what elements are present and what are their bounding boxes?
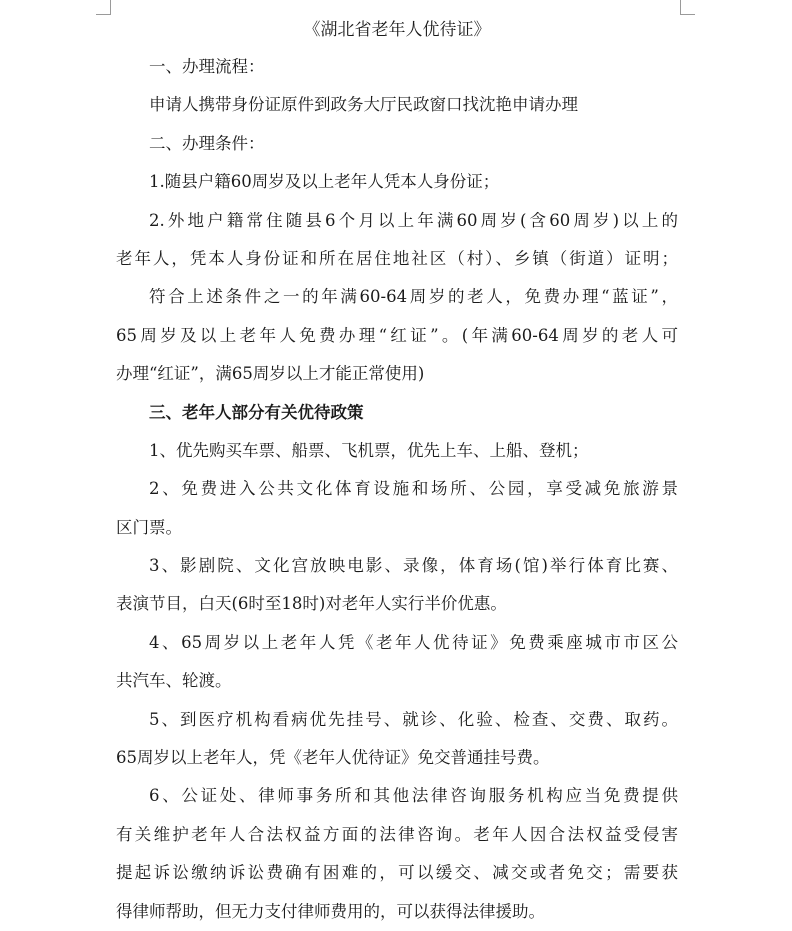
paragraph-line: 2、免费进入公共文化体育设施和场所、公园，享受减免旅游景 (149, 479, 678, 499)
paragraph-line: 3、影剧院、文化宫放映电影、录像，体育场(馆)举行体育比赛、 (149, 556, 678, 576)
paragraph-line: 4、65周岁以上老年人凭《老年人优待证》免费乘座城市市区公 (149, 632, 678, 652)
paragraph-line: 有关维护老年人合法权益方面的法律咨询。老年人因合法权益受侵害 (116, 824, 678, 844)
paragraph-line: 符合上述条件之一的年满60-64周岁的老人，免费办理“蓝证”， (149, 287, 678, 307)
section-heading: 一、办理流程： (149, 57, 265, 76)
paragraph-line: 2.外地户籍常住随县6个月以上年满60周岁(含60周岁)以上的 (149, 210, 678, 230)
document-title: 《湖北省老年人优待证》 (303, 20, 491, 40)
paragraph-line: 老年人，凭本人身份证和所在居住地社区（村）、乡镇（街道）证明； (116, 248, 678, 268)
paragraph-line: 1.随县户籍60周岁及以上老年人凭本人身份证； (149, 172, 500, 192)
document-page (116, 12, 678, 931)
paragraph-line: 办理“红证”，满65周岁以上才能正常使用) (116, 364, 425, 384)
page-corner-mark-right (680, 0, 695, 15)
paragraph-line: 6、公证处、律师事务所和其他法律咨询服务机构应当免费提供 (149, 786, 678, 806)
paragraph-line: 提起诉讼缴纳诉讼费确有困难的，可以缓交、减交或者免交；需要获 (116, 863, 678, 883)
paragraph-line: 1、优先购买车票、船票、飞机票，优先上车、上船、登机； (149, 440, 589, 460)
section-heading: 二、办理条件： (149, 133, 265, 153)
paragraph-line: 区门票。 (116, 517, 182, 537)
paragraph-line: 申请人携带身份证原件到政务大厅民政窗口找沈艳申请办理 (149, 95, 578, 115)
paragraph-line: 65周岁以上老年人，凭《老年人优待证》免交普通挂号费。 (116, 748, 550, 768)
paragraph-line: 65周岁及以上老年人免费办理“红证”。(年满60-64周岁的老人可 (116, 325, 678, 345)
paragraph-line: 共汽车、轮渡。 (116, 671, 232, 691)
paragraph-line: 5、到医疗机构看病优先挂号、就诊、化验、检查、交费、取药。 (149, 709, 678, 729)
page-corner-mark-left (96, 0, 111, 15)
section-heading-policies: 三、老年人部分有关优待政策 (149, 402, 364, 422)
paragraph-line: 得律师帮助，但无力支付律师费用的，可以获得法律援助。 (116, 901, 545, 921)
paragraph-line: 表演节目，白天(6时至18时)对老年人实行半价优惠。 (116, 594, 507, 614)
